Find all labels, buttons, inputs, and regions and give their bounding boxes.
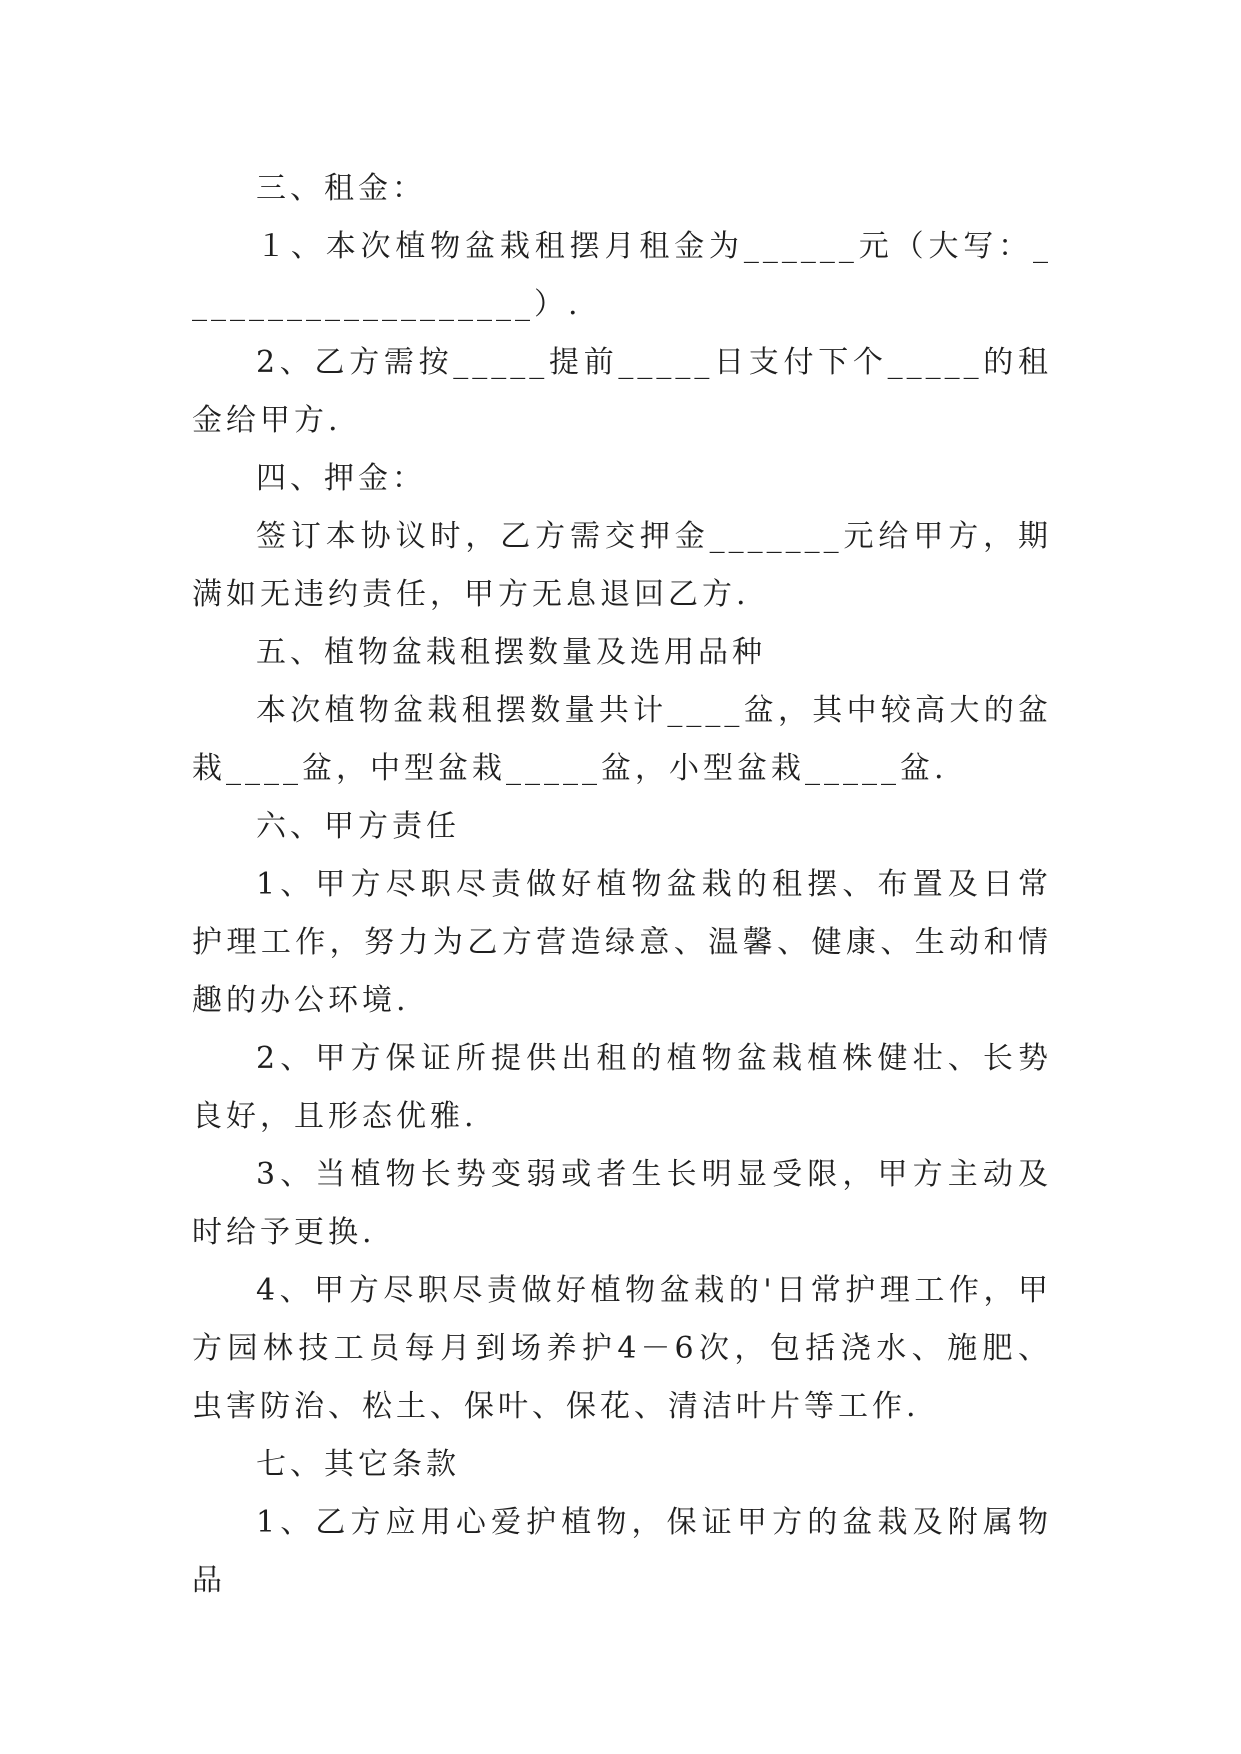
- paragraph-duty-3: 3、当植物长势变弱或者生长明显受限，甲方主动及时给予更换.: [192, 1157, 1052, 1250]
- paragraph-duty-2: 2、甲方保证所提供出租的植物盆栽植株健壮、长势良好，且形态优雅.: [192, 1041, 1052, 1134]
- paragraph-quantity: 本次植物盆栽租摆数量共计____盆，其中较高大的盆栽____盆，中型盆栽_____盆，小型盆栽_____盆.: [192, 693, 1052, 786]
- paragraph-rent-amount: １、本次植物盆栽租摆月租金为______元（大写：___________________）.: [192, 229, 1052, 322]
- section-heading-quantity: 五、植物盆栽租摆数量及选用品种: [256, 635, 766, 670]
- paragraph-other-1: 1、乙方应用心爱护植物，保证甲方的盆栽及附属物品: [192, 1505, 1052, 1598]
- paragraph-rent-payment: 2、乙方需按_____提前_____日支付下个_____的租金给甲方.: [192, 345, 1052, 438]
- paragraph-duty-4: 4、甲方尽职尽责做好植物盆栽的'日常护理工作，甲方园林技工员每月到场养护4－6次，包括浇水、施肥、虫害防治、松土、保叶、保花、清洁叶片等工作.: [192, 1273, 1052, 1424]
- section-heading-rent: 三、租金：: [256, 171, 426, 206]
- paragraph-duty-1: 1、甲方尽职尽责做好植物盆栽的租摆、布置及日常护理工作，努力为乙方营造绿意、温馨、健康、生动和情趣的办公环境.: [192, 867, 1052, 1018]
- section-heading-other-terms: 七、其它条款: [256, 1447, 460, 1482]
- document-body: [192, 160, 1052, 1610]
- section-heading-party-a-duties: 六、甲方责任: [256, 809, 460, 844]
- paragraph-deposit: 签订本协议时，乙方需交押金_______元给甲方，期满如无违约责任，甲方无息退回乙方.: [192, 519, 1052, 612]
- section-heading-deposit: 四、押金：: [256, 461, 426, 496]
